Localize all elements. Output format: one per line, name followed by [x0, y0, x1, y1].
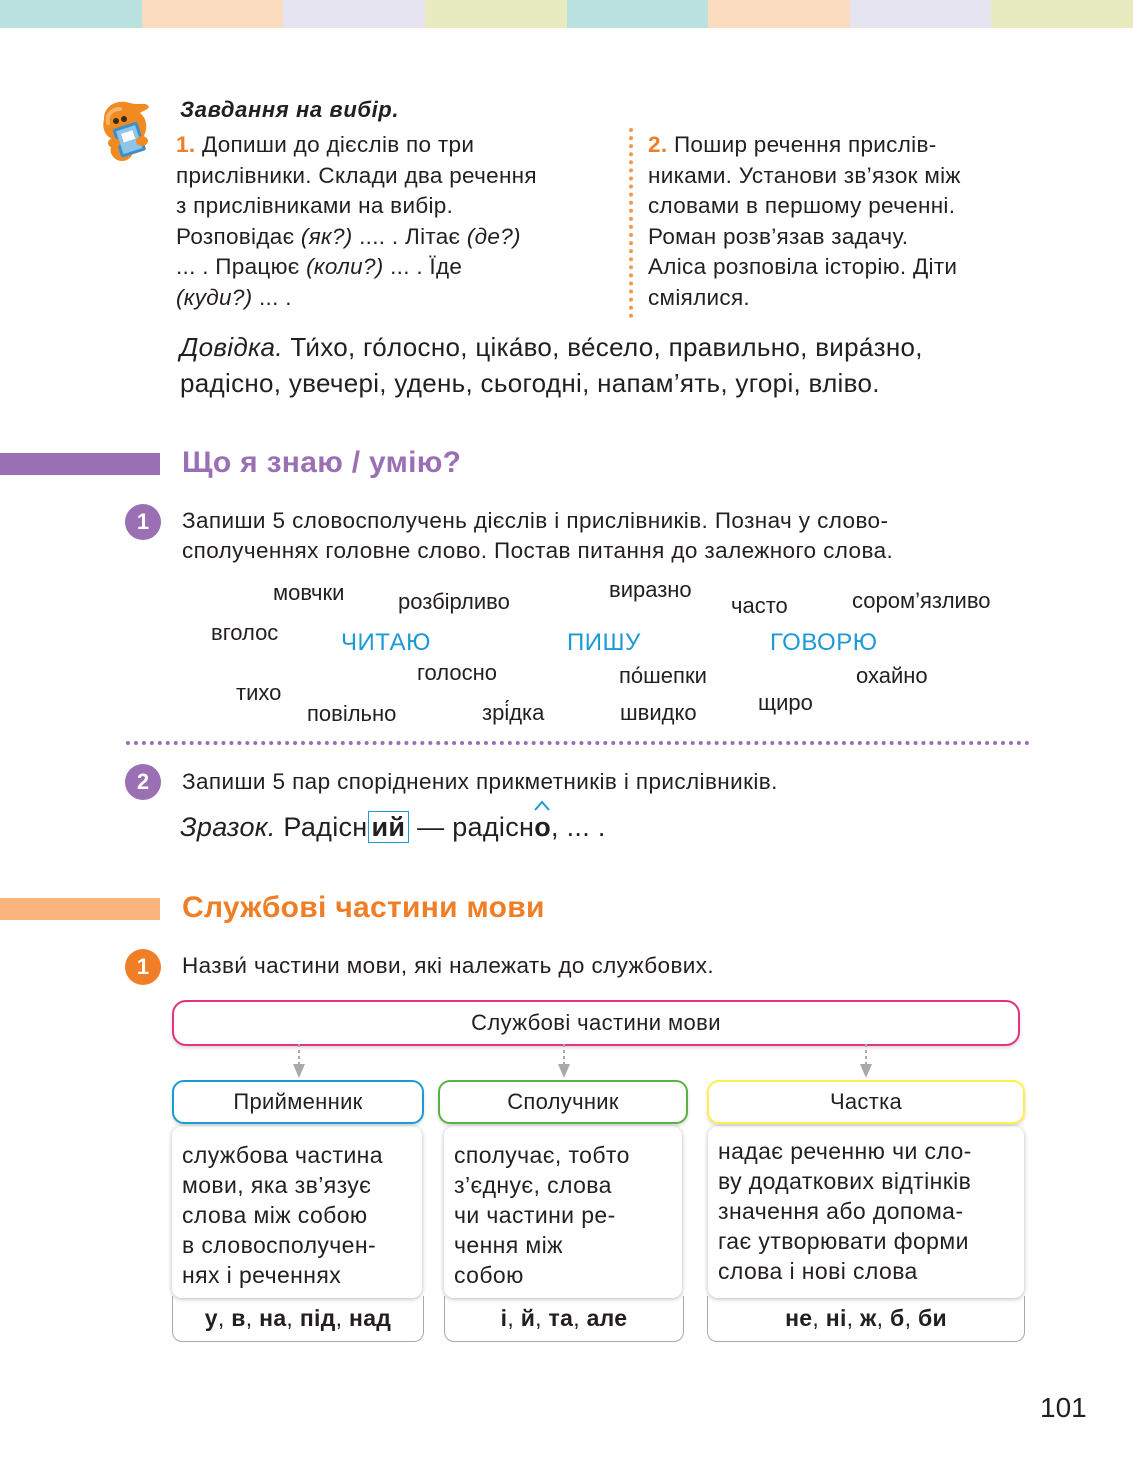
diagram-root-box: Службові частини мови: [172, 1000, 1020, 1046]
adverb-word: по́шепки: [619, 663, 707, 688]
task2-line: словами в першому реченні.: [648, 193, 956, 218]
dotted-separator: [126, 741, 1030, 745]
example-verb: Розповідає: [176, 223, 301, 249]
example-verb: Їде: [429, 254, 463, 279]
task1-line: з прислівниками на вибір.: [176, 193, 454, 218]
arrow-down-icon: [558, 1044, 570, 1080]
optional-task-1: [176, 130, 621, 313]
top-color-stripes: [0, 0, 1133, 28]
example-verb: Літає: [405, 223, 467, 249]
example-word: би: [917, 1305, 947, 1331]
example-word: в: [231, 1305, 246, 1331]
example-question: (куди?): [176, 284, 253, 310]
reference-box: [180, 329, 1040, 401]
example-word: над: [349, 1305, 392, 1331]
definition-line: чи частини ре-: [454, 1202, 616, 1228]
example-word: і: [500, 1305, 508, 1331]
definition-line: слова і нові слова: [718, 1258, 918, 1284]
adverb-word: виразно: [609, 577, 692, 602]
adverb-word: зрі́дка: [482, 700, 545, 725]
adverb-word: мовчки: [273, 580, 345, 605]
adverb-word: сором’язливо: [852, 588, 991, 613]
definition-card: [708, 1126, 1024, 1298]
arrow-down-icon: [860, 1044, 872, 1080]
examples-box: і, й, та, але: [444, 1296, 684, 1342]
section-bar-orange: [0, 898, 160, 920]
verb-word: ЧИТАЮ: [341, 629, 431, 656]
mascot-with-book-icon: [94, 97, 156, 165]
stripe: [991, 0, 1133, 28]
definition-line: нях і реченнях: [182, 1262, 342, 1288]
example-word: й: [520, 1305, 536, 1331]
stripe: [0, 0, 142, 28]
task2-text: Пошир речення прислів-: [673, 132, 937, 157]
sample-tail: , ... .: [551, 812, 606, 842]
task-line: сполученнях головне слово. Постав питання до залежного слова.: [182, 538, 894, 563]
task2-number: 2.: [648, 132, 668, 157]
task2-line: сміялися.: [648, 284, 750, 310]
example-word: під: [299, 1305, 336, 1331]
task1-number: 1.: [176, 132, 196, 157]
task1-line: прислівники. Склади два речення: [176, 162, 537, 188]
section-title: Що я знаю / умію?: [182, 446, 462, 479]
section-title: Службові частини мови: [182, 891, 545, 924]
sample-stem: — радісн: [409, 812, 535, 842]
stripe: [567, 0, 709, 28]
sample-stem: Радісн: [275, 812, 368, 842]
definition-card: [444, 1126, 682, 1298]
reference-words: Ти́хо, го́лосно, ціка́во, ве́село, правильно, вира́зно,: [282, 332, 923, 362]
optional-task-title: Завдання на вибір.: [180, 97, 400, 122]
example-verb: ... . Працює: [176, 254, 307, 279]
task-number-badge: 2: [125, 764, 161, 800]
definition-line: ву додаткових відтінків: [718, 1168, 972, 1194]
sample-label: Зразок.: [180, 812, 276, 842]
example-word: не: [785, 1305, 813, 1331]
optional-task-2: [648, 130, 1038, 313]
example-word: на: [259, 1305, 287, 1331]
example-word: б: [890, 1305, 905, 1331]
adverb-word: охайно: [856, 663, 928, 688]
sample-line: [180, 812, 606, 843]
example-word: але: [586, 1305, 628, 1331]
task1-line: [176, 283, 621, 314]
verb-word: ПИШУ: [567, 629, 641, 656]
task1-line: [176, 130, 621, 161]
task1-text: Допиши до дієслів по три: [201, 132, 475, 157]
page-number: 101: [1040, 1392, 1087, 1423]
definition-line: в словосполучен-: [182, 1232, 377, 1258]
verb-word: ГОВОРЮ: [770, 629, 878, 656]
definition-line: гає утворювати форми: [718, 1228, 969, 1254]
stripe: [708, 0, 850, 28]
definition-line: сполучає, тобто: [454, 1142, 630, 1168]
adverb-word: часто: [731, 593, 788, 618]
suffix-mark: [534, 812, 551, 842]
task2-line: Роман розв’язав задачу.: [648, 223, 909, 249]
task2-line: Аліса розповіла історію. Діти: [648, 254, 958, 279]
column-divider: [629, 128, 633, 318]
suffix-letter: о: [534, 812, 552, 842]
adverb-word: швидко: [620, 700, 697, 725]
adverb-word: щиро: [758, 690, 813, 715]
arrow-down-icon: [293, 1044, 305, 1080]
reference-label: Довідка.: [180, 332, 283, 362]
adverb-word: розбірливо: [398, 589, 510, 614]
stripe: [425, 0, 567, 28]
example-question: (де?): [466, 223, 521, 249]
section-bar-purple: [0, 453, 160, 475]
definition-card: [172, 1126, 422, 1298]
examples-box: у, в, на, під, над: [172, 1296, 424, 1342]
task-number-badge: 1: [125, 504, 161, 540]
task-number-badge: 1: [125, 949, 161, 985]
example-question: (коли?): [306, 254, 384, 279]
definition-line: значення або допома-: [718, 1198, 964, 1224]
reference-line: [180, 329, 1040, 365]
stripe: [850, 0, 992, 28]
example-rest: ... .: [383, 254, 430, 279]
task-instructions: Назви́ частини мови, які належать до службових.: [182, 953, 715, 978]
adverb-word: повільно: [307, 701, 397, 726]
example-word: у: [204, 1305, 218, 1331]
stripe: [142, 0, 284, 28]
task2-line: [648, 130, 1038, 161]
definition-line: надає реченню чи сло-: [718, 1138, 972, 1164]
branch-header-preposition: Прийменник: [172, 1080, 424, 1124]
definition-line: собою: [454, 1262, 524, 1288]
example-rest: .... .: [352, 223, 405, 249]
adverb-word: голосно: [417, 660, 497, 685]
task2-line: никами. Установи зв’язок між: [648, 162, 961, 188]
definition-line: чення між: [454, 1232, 563, 1258]
definition-line: мови, яка зв’язує: [182, 1172, 372, 1198]
task-instructions: Запиши 5 пар споріднених прикметників і прислівників.: [182, 769, 778, 794]
task1-line: [176, 252, 621, 283]
branch-header-particle: Частка: [707, 1080, 1025, 1124]
definition-line: з’єднує, слова: [454, 1172, 612, 1198]
example-question: (як?): [300, 223, 353, 249]
examples-box: не, ні, ж, б, би: [707, 1296, 1025, 1342]
adverb-word: тихо: [236, 680, 282, 705]
definition-line: службова частина: [182, 1142, 383, 1168]
adverb-word: вголос: [211, 620, 279, 645]
task-instructions: [182, 506, 1042, 566]
stripe: [283, 0, 425, 28]
suffix-arc-icon: [533, 800, 551, 812]
task-line: Запиши 5 словосполучень дієслів і прислівників. Познач у слово-: [182, 508, 889, 533]
ending-mark: ий: [368, 811, 410, 843]
example-word: ж: [860, 1305, 877, 1331]
example-word: ні: [825, 1305, 847, 1331]
example-rest: ... .: [252, 284, 292, 310]
reference-line: радісно, увечері, удень, сьогодні, напам’ять, угорі, вліво.: [180, 368, 880, 398]
task1-line: [176, 222, 621, 253]
definition-line: слова між собою: [182, 1202, 368, 1228]
example-word: та: [548, 1305, 574, 1331]
branch-header-conjunction: Сполучник: [438, 1080, 688, 1124]
